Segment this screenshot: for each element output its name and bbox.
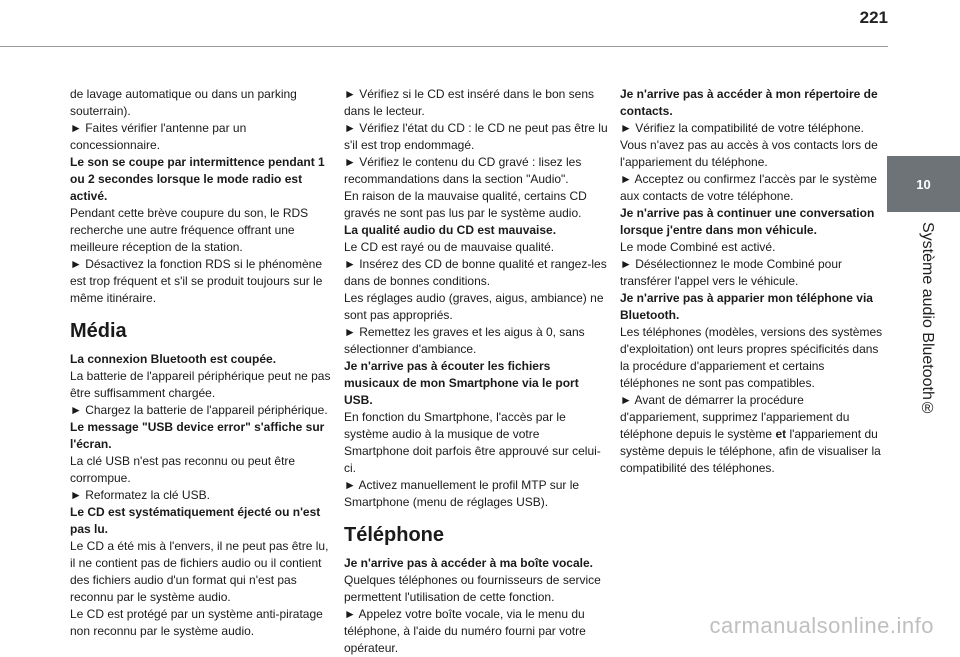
paragraph: Le CD est rayé ou de mauvaise qualité. (344, 240, 555, 254)
instruction: ► Vérifiez l'état du CD : le CD ne peut pas être lu s'il est trop endommagé. (344, 121, 608, 152)
instruction-part: l'appariement du système depuis le téléphone, afin de visualiser la compatibilité des téléphones. (620, 427, 881, 475)
instruction (620, 392, 884, 477)
paragraph: Pendant cette brève coupure du son, le RDS recherche une autre fréquence offrant une meilleure réception de la station. (70, 206, 309, 254)
instruction: ► Désactivez la fonction RDS si le phénomène est trop fréquent et s'il se produit toujours sur le même itinéraire. (70, 257, 323, 305)
paragraph: Vous n'avez pas au accès à vos contacts lors de l'appariement du téléphone. (620, 138, 878, 169)
problem-heading: Je n'arrive pas à écouter les fichiers musicaux de mon Smartphone via le port USB. (344, 359, 579, 407)
paragraph: En raison de la mauvaise qualité, certains CD gravés ne sont pas lus par le système audio. (344, 189, 587, 220)
instruction: ► Activez manuellement le profil MTP sur le Smartphone (menu de réglages USB). (344, 478, 580, 509)
paragraph: de lavage automatique ou dans un parking souterrain). (70, 87, 297, 118)
instruction: ► Chargez la batterie de l'appareil périphérique. (70, 403, 328, 417)
problem-heading: Je n'arrive pas à accéder à mon répertoire de contacts. (620, 87, 878, 118)
problem-heading: La qualité audio du CD est mauvaise. (344, 223, 557, 237)
paragraph: Les réglages audio (graves, aigus, ambiance) ne sont pas appropriés. (344, 291, 604, 322)
problem-heading: Le CD est systématiquement éjecté ou n'est pas lu. (70, 505, 321, 536)
header-divider (0, 46, 888, 47)
instruction: ► Désélectionnez le mode Combiné pour transférer l'appel vers le véhicule. (620, 257, 842, 288)
instruction: ► Vérifiez le contenu du CD gravé : lisez les recommandations dans la section "Audio". (344, 155, 582, 186)
paragraph: Le CD a été mis à l'envers, il ne peut pas être lu, il ne contient pas de fichiers audio ou il contient des fichiers audio d'un format qui n'est pas reconnu par le système audio. (70, 539, 329, 604)
column-1 (70, 86, 334, 640)
problem-heading: Le son se coupe par intermittence pendant 1 ou 2 secondes lorsque le mode radio est activé. (70, 155, 325, 203)
instruction: ► Vérifiez si le CD est inséré dans le bon sens dans le lecteur. (344, 87, 594, 118)
instruction-part: ► Avant de démarrer la procédure d'appariement, supprimez l'appariement du téléphone depuis le système (620, 393, 850, 441)
paragraph: Les téléphones (modèles, versions des systèmes d'exploitation) ont leurs propres spécificités dans la procédure d'appariement et certains téléphones ne sont pas compatibles. (620, 325, 883, 390)
instruction: ► Remettez les graves et les aigus à 0, sans sélectionner d'ambiance. (344, 325, 585, 356)
paragraph: La batterie de l'appareil périphérique peut ne pas être suffisamment chargée. (70, 369, 331, 400)
problem-heading: Le message "USB device error" s'affiche sur l'écran. (70, 420, 325, 451)
paragraph: La clé USB n'est pas reconnu ou peut être corrompue. (70, 454, 296, 485)
chapter-tab (887, 156, 960, 212)
problem-heading: Je n'arrive pas à accéder à ma boîte vocale. (344, 556, 593, 570)
chapter-number: 10 (916, 176, 931, 192)
section-heading-media: Média (70, 320, 127, 342)
paragraph: En fonction du Smartphone, l'accès par le système audio à la musique de votre Smartphone doit parfois être approuvé sur celui-ci. (344, 410, 601, 475)
problem-heading: Je n'arrive pas à apparier mon téléphone via Bluetooth. (620, 291, 873, 322)
instruction: ► Insérez des CD de bonne qualité et rangez-les dans de bonnes conditions. (344, 257, 607, 288)
instruction-emphasis: et (775, 427, 787, 441)
chapter-title: Système audio Bluetooth® (919, 222, 936, 417)
page-number: 221 (859, 8, 888, 27)
instruction: ► Vérifiez la compatibilité de votre téléphone. (620, 121, 865, 135)
paragraph: Le mode Combiné est activé. (620, 240, 776, 254)
instruction: ► Faites vérifier l'antenne par un concessionnaire. (70, 121, 247, 152)
problem-heading: Je n'arrive pas à continuer une conversation lorsque j'entre dans mon véhicule. (620, 206, 875, 237)
column-3 (620, 86, 884, 477)
paragraph: Le CD est protégé par un système anti-piratage non reconnu par le système audio. (70, 607, 323, 638)
instruction: ► Reformatez la clé USB. (70, 488, 210, 502)
paragraph: Quelques téléphones ou fournisseurs de service permettent l'utilisation de cette fonction. (344, 573, 601, 604)
problem-heading: La connexion Bluetooth est coupée. (70, 352, 277, 366)
instruction: ► Appelez votre boîte vocale, via le menu du téléphone, à l'aide du numéro fourni par votre opérateur. (344, 607, 586, 655)
column-2 (344, 86, 608, 657)
watermark: carmanualsonline.info (709, 613, 934, 638)
instruction: ► Acceptez ou confirmez l'accès par le système aux contacts de votre téléphone. (620, 172, 877, 203)
section-heading-telephone: Téléphone (344, 524, 445, 546)
